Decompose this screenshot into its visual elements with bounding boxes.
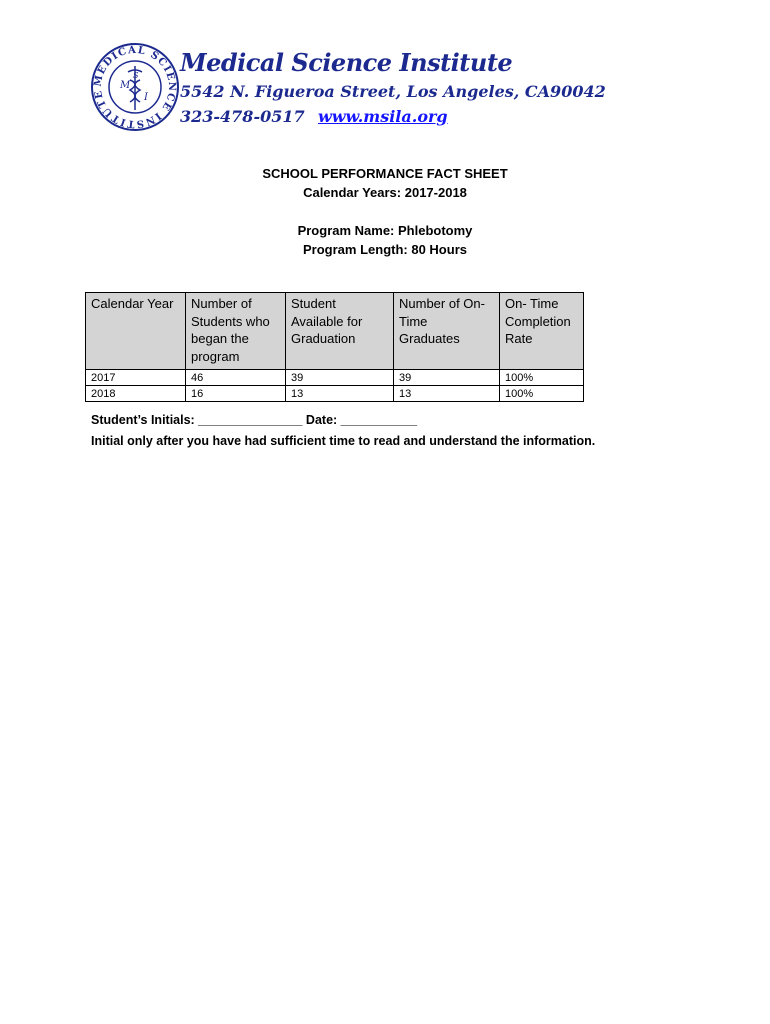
table-row	[86, 370, 584, 386]
cell-completion-rate: 100%	[500, 386, 584, 402]
logo-letter-m: M	[120, 80, 131, 91]
header-on-time-graduates: Number of On- Time Graduates	[394, 293, 500, 370]
cell-students-available: 13	[286, 386, 394, 402]
page-title: SCHOOL PERFORMANCE FACT SHEET	[262, 166, 508, 181]
logo-letter-s: S	[133, 71, 139, 80]
cell-on-time-graduates: 39	[394, 370, 500, 386]
cell-year: 2017	[86, 370, 186, 386]
initials-date-line: Student’s Initials: _______________ Date: ___________	[91, 413, 418, 427]
initial-instruction: Initial only after you have had sufficient time to read and understand the information.	[91, 434, 596, 448]
header-students-began: Number of Students who began the program	[186, 293, 286, 370]
cell-year: 2018	[86, 386, 186, 402]
header-calendar-year: Calendar Year	[86, 293, 186, 370]
cell-students-available: 39	[286, 370, 394, 386]
performance-table	[85, 292, 584, 402]
program-length: Program Length: 80 Hours	[303, 242, 467, 257]
table-row	[86, 386, 584, 402]
calendar-years: Calendar Years: 2017-2018	[303, 185, 467, 200]
program-name: Program Name: Phlebotomy	[297, 223, 473, 238]
cell-students-began: 46	[186, 370, 286, 386]
cell-on-time-graduates: 13	[394, 386, 500, 402]
header-students-available: Student Available for Graduation	[286, 293, 394, 370]
logo-ring-text: MEDICAL SCIENCE INSTITUTE	[92, 44, 178, 130]
cell-students-began: 16	[186, 386, 286, 402]
institute-logo	[90, 42, 180, 132]
table-header-row	[86, 293, 584, 370]
institute-website-link[interactable]: www.msila.org	[318, 107, 448, 126]
cell-completion-rate: 100%	[500, 370, 584, 386]
institute-address: 5542 N. Figueroa Street, Los Angeles, CA90042	[180, 82, 606, 101]
logo-letter-i: I	[144, 92, 148, 103]
institute-phone: 323-478-0517	[180, 107, 305, 126]
header-completion-rate: On- Time Completion Rate	[500, 293, 584, 370]
institute-name: Medical Science Institute	[180, 48, 513, 77]
